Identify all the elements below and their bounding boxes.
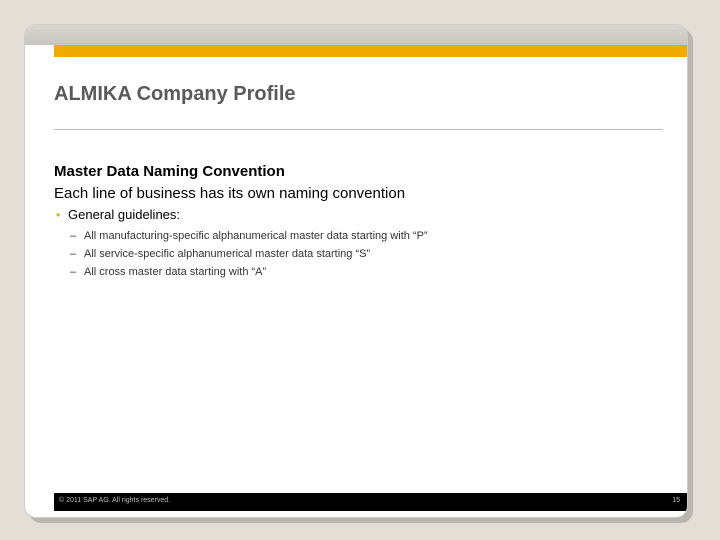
page-number: 15 — [672, 497, 680, 504]
sub-bullet-list — [70, 230, 428, 284]
list-item-text: All cross master data starting with “A” — [84, 266, 267, 278]
list-item-text: All service-specific alphanumerical master data starting “S” — [84, 248, 371, 260]
bullet-label: General guidelines: — [68, 207, 181, 222]
dash-bullet-icon: – — [70, 248, 77, 260]
title-divider — [54, 129, 663, 130]
list-item — [70, 266, 428, 284]
bullet-dot-icon: • — [56, 208, 61, 222]
dash-bullet-icon: – — [70, 266, 77, 278]
accent-band — [54, 45, 688, 57]
slide-title: ALMIKA Company Profile — [54, 83, 296, 105]
section-heading: Master Data Naming Convention — [54, 163, 285, 180]
bullet-general-guidelines — [56, 207, 180, 222]
footer-copyright: © 2011 SAP AG. All rights reserved. — [59, 497, 171, 504]
footer-bar — [54, 493, 688, 511]
list-item — [70, 248, 428, 266]
list-item — [70, 230, 428, 248]
dash-bullet-icon: – — [70, 230, 77, 242]
lead-text: Each line of business has its own naming convention — [54, 185, 406, 202]
slide — [24, 24, 688, 518]
list-item-text: All manufacturing-specific alphanumerical master data starting with “P” — [84, 230, 428, 242]
slide-top-bar — [25, 25, 687, 45]
